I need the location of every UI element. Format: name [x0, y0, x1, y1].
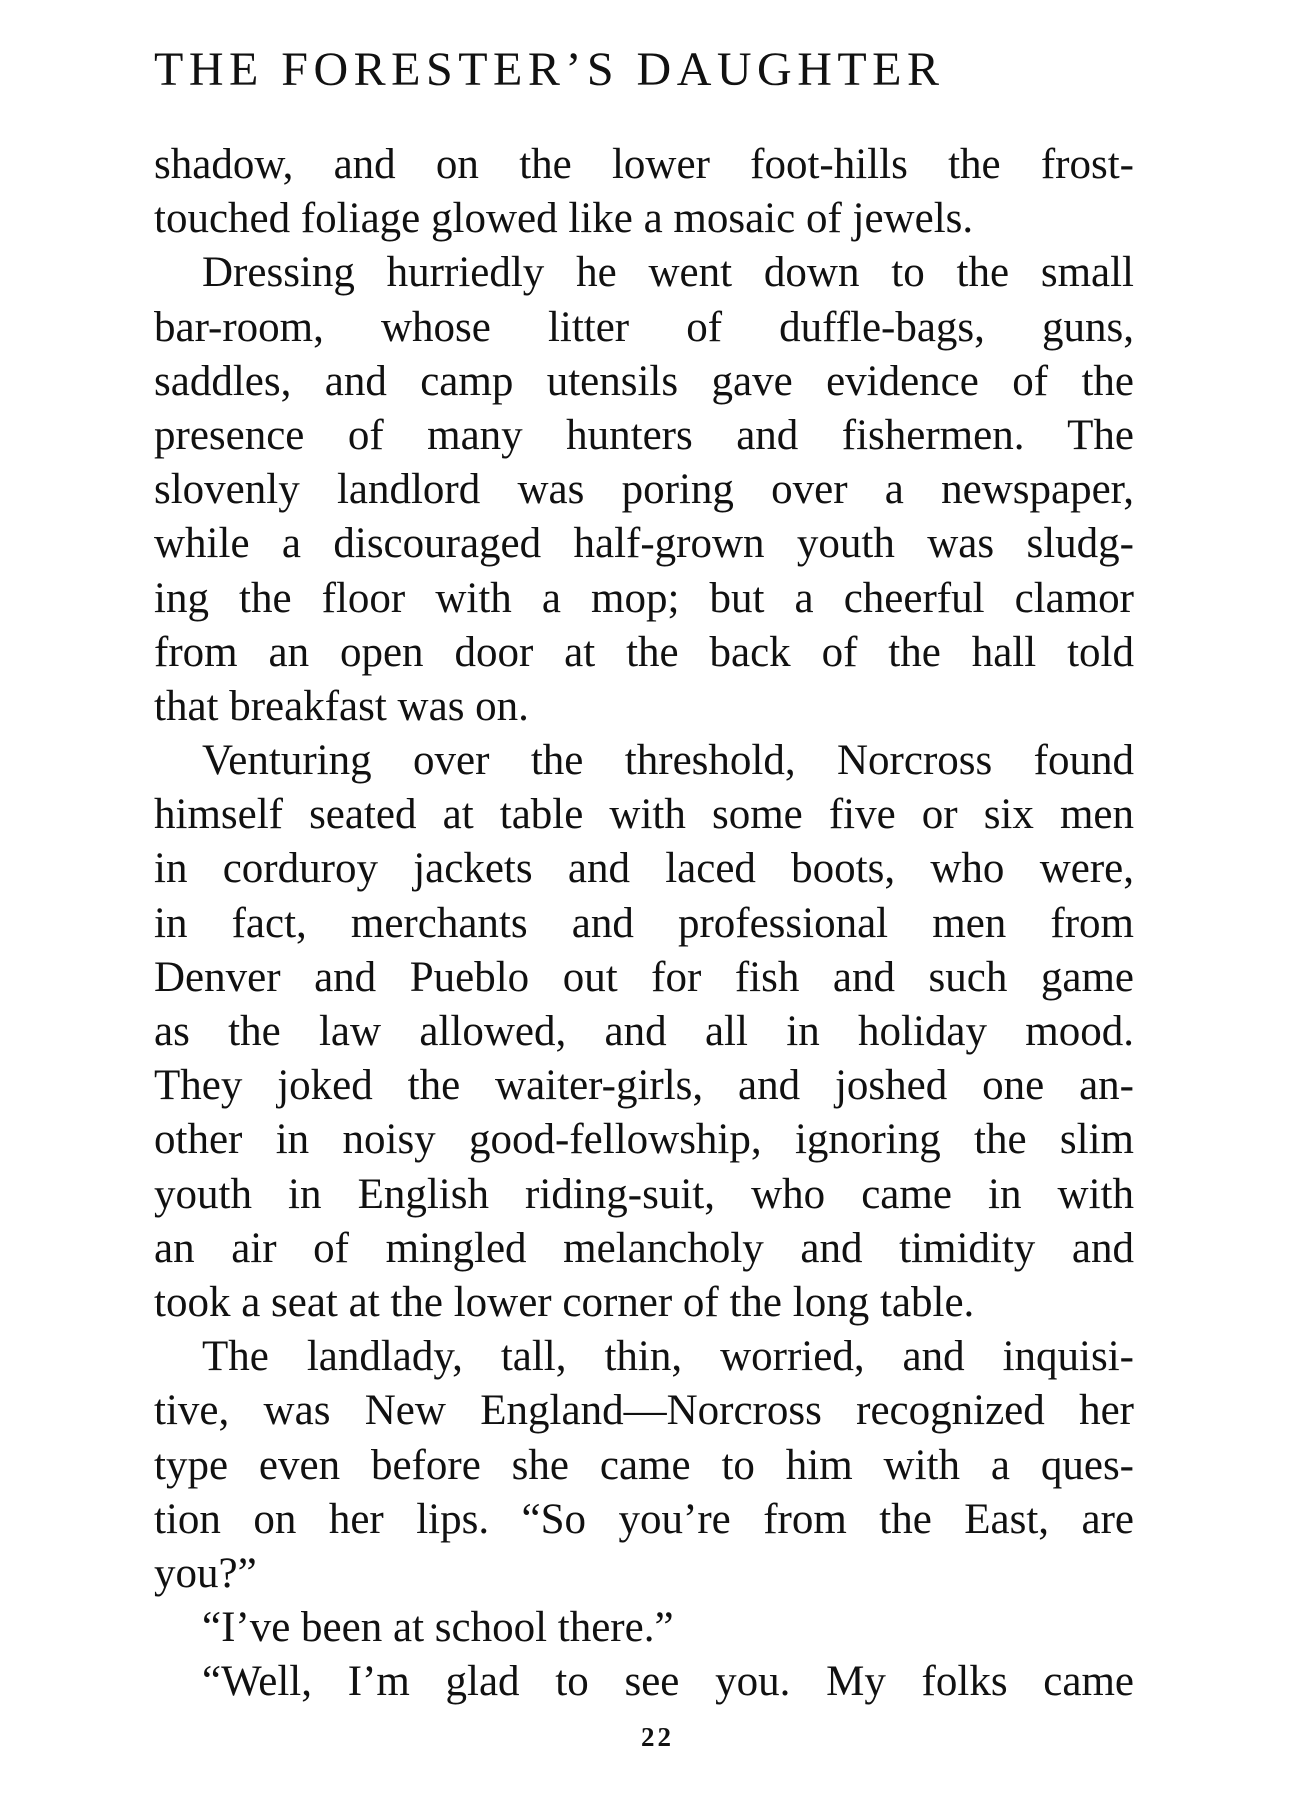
text-line: saddles, and camp utensils gave evidence of the: [154, 357, 1134, 405]
text-line: in fact, merchants and professional men from: [154, 899, 1134, 947]
text-line: “I’ve been at school there.”: [202, 1604, 674, 1652]
text-line: slovenly landlord was poring over a newspaper,: [154, 466, 1134, 514]
text-line: “Well, I’m glad to see you. My folks came: [202, 1658, 1134, 1706]
text-line: youth in English riding-suit, who came in with: [154, 1170, 1134, 1218]
text-line: Denver and Pueblo out for fish and such game: [154, 953, 1134, 1001]
text-line: himself seated at table with some five or six men: [154, 791, 1134, 839]
text-line: from an open door at the back of the hall told: [154, 628, 1134, 676]
text-line: presence of many hunters and fishermen. The: [154, 411, 1134, 459]
text-line: in corduroy jackets and laced boots, who were,: [154, 845, 1134, 893]
text-line: tion on her lips. “So you’re from the East, are: [154, 1495, 1134, 1543]
text-line: bar-room, whose litter of duffle-bags, guns,: [154, 303, 1134, 351]
text-line: an air of mingled melancholy and timidity and: [154, 1224, 1134, 1272]
page-number: 22: [641, 1722, 674, 1752]
text-line: The landlady, tall, thin, worried, and inquisi-: [202, 1333, 1134, 1381]
text-line: tive, was New England—Norcross recognized her: [154, 1387, 1134, 1435]
text-line: Venturing over the threshold, Norcross found: [202, 737, 1134, 785]
running-title: THE FORESTER’S DAUGHTER: [154, 43, 945, 96]
body-text: [154, 138, 1134, 1709]
text-line: type even before she came to him with a ques-: [154, 1441, 1134, 1489]
text-line: ing the floor with a mop; but a cheerful clamor: [154, 574, 1134, 622]
text-line: Dressing hurriedly he went down to the small: [202, 249, 1134, 297]
text-line: that breakfast was on.: [154, 682, 529, 730]
text-line: other in noisy good-fellowship, ignoring the slim: [154, 1116, 1134, 1164]
text-line: touched foliage glowed like a mosaic of jewels.: [154, 195, 974, 243]
text-line: as the law allowed, and all in holiday mood.: [154, 1008, 1134, 1055]
text-line: while a discouraged half-grown youth was sludg-: [154, 520, 1134, 568]
text-line: you?”: [154, 1549, 257, 1597]
text-line: shadow, and on the lower foot-hills the frost-: [154, 141, 1134, 188]
text-line: They joked the waiter-girls, and joshed one an-: [154, 1062, 1134, 1110]
text-line: took a seat at the lower corner of the long table.: [154, 1278, 975, 1326]
